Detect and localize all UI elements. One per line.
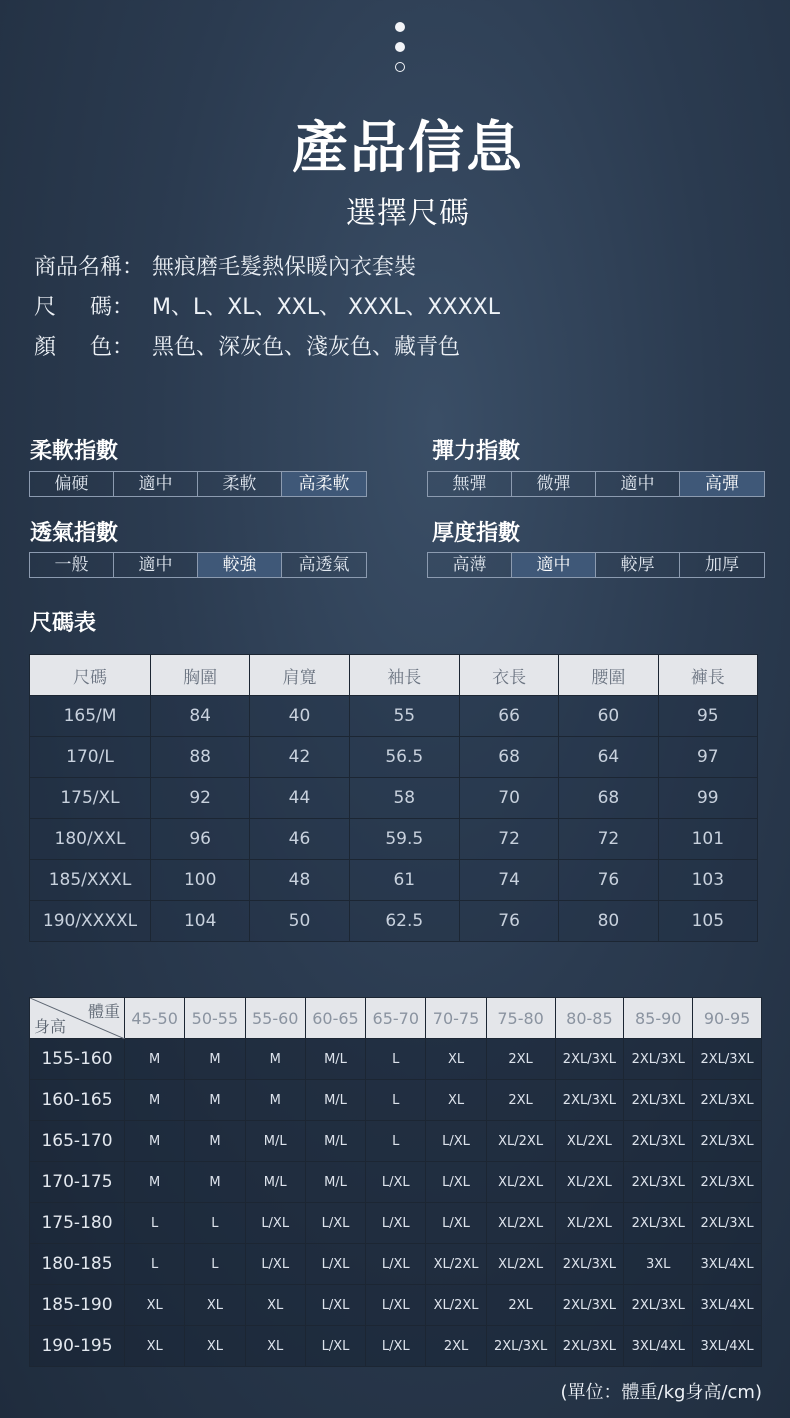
table-row xyxy=(30,696,758,737)
table-cell: 101 xyxy=(658,819,757,860)
size-cell: 2XL/3XL xyxy=(624,1039,693,1080)
column-header: 袖長 xyxy=(349,655,459,696)
index-option: 適中 xyxy=(512,553,596,577)
size-cell: 2XL/3XL xyxy=(693,1080,762,1121)
table-cell: 50 xyxy=(250,901,349,942)
size-cell: L/XL xyxy=(305,1326,365,1367)
size-cell: 2XL xyxy=(486,1039,555,1080)
table-row xyxy=(30,778,758,819)
index-option: 加厚 xyxy=(705,555,739,575)
height-cell: 180-185 xyxy=(30,1244,125,1285)
table-row xyxy=(30,1039,762,1080)
info-row-color xyxy=(34,332,500,372)
size-cell: XL/2XL xyxy=(426,1285,486,1326)
dot-filled xyxy=(395,42,405,52)
size-cell: XL xyxy=(245,1285,305,1326)
table-cell: 103 xyxy=(658,860,757,901)
table-cell: 97 xyxy=(658,737,757,778)
size-cell: XL/2XL xyxy=(555,1203,624,1244)
table-row xyxy=(30,1162,762,1203)
size-cell: XL/2XL xyxy=(555,1121,624,1162)
size-cell: M xyxy=(125,1039,185,1080)
table-cell: 61 xyxy=(349,860,459,901)
index-option: 高柔軟 xyxy=(282,472,366,496)
info-label-part: 色： xyxy=(89,335,134,360)
info-row-name xyxy=(34,252,500,292)
weight-header: 80-85 xyxy=(555,998,624,1039)
table-cell: 170/L xyxy=(30,737,151,778)
size-cell: 2XL xyxy=(486,1080,555,1121)
index-option: 較強 xyxy=(198,553,282,577)
info-row-size xyxy=(34,292,500,332)
index-option: 偏硬 xyxy=(30,472,114,496)
size-cell: L/XL xyxy=(305,1203,365,1244)
size-chart-table xyxy=(29,654,758,942)
height-cell: 165-170 xyxy=(30,1121,125,1162)
info-label-part: 顏 xyxy=(34,335,57,360)
dot-hollow xyxy=(395,62,405,72)
size-cell: M xyxy=(245,1039,305,1080)
height-cell: 190-195 xyxy=(30,1326,125,1367)
info-label xyxy=(34,332,134,372)
table-cell: 95 xyxy=(658,696,757,737)
size-cell: L xyxy=(125,1244,185,1285)
table-cell: 100 xyxy=(151,860,250,901)
info-label-part: 尺 xyxy=(34,295,57,320)
table-cell: 74 xyxy=(459,860,558,901)
size-cell: 2XL/3XL xyxy=(624,1162,693,1203)
height-cell: 170-175 xyxy=(30,1162,125,1203)
size-cell: 3XL/4XL xyxy=(693,1285,762,1326)
softness-index-title: 柔軟指數 xyxy=(30,439,119,464)
size-cell: XL/2XL xyxy=(486,1121,555,1162)
size-cell: 2XL/3XL xyxy=(555,1039,624,1080)
size-cell: L/XL xyxy=(426,1162,486,1203)
size-cell: L/XL xyxy=(245,1244,305,1285)
size-cell: 2XL/3XL xyxy=(555,1244,624,1285)
size-cell: M/L xyxy=(305,1039,365,1080)
size-cell: XL xyxy=(125,1285,185,1326)
size-cell: 2XL/3XL xyxy=(486,1326,555,1367)
table-cell: 62.5 xyxy=(349,901,459,942)
table-cell: 80 xyxy=(559,901,658,942)
size-cell: M xyxy=(185,1162,245,1203)
table-cell: 56.5 xyxy=(349,737,459,778)
info-label: 商品名稱： xyxy=(34,255,145,280)
softness-index-scale xyxy=(29,471,367,497)
size-cell: M xyxy=(245,1080,305,1121)
info-label xyxy=(34,292,134,332)
size-cell: L/XL xyxy=(366,1162,426,1203)
index-option: 適中 xyxy=(596,472,680,496)
size-cell: XL xyxy=(426,1039,486,1080)
size-cell: L/XL xyxy=(366,1203,426,1244)
size-cell: 3XL xyxy=(624,1244,693,1285)
unit-note: (單位：體重/kg身高/cm) xyxy=(560,1382,762,1403)
thickness-index-scale xyxy=(427,552,765,578)
table-cell: 76 xyxy=(559,860,658,901)
size-cell: 2XL/3XL xyxy=(555,1326,624,1367)
size-cell: XL xyxy=(426,1080,486,1121)
size-cell: 2XL/3XL xyxy=(693,1203,762,1244)
size-cell: XL xyxy=(125,1326,185,1367)
table-cell: 175/XL xyxy=(30,778,151,819)
size-cell: L/XL xyxy=(245,1203,305,1244)
corner-cell xyxy=(30,998,125,1039)
breathability-index-title: 透氣指數 xyxy=(30,521,119,546)
table-cell: 76 xyxy=(459,901,558,942)
column-header: 肩寬 xyxy=(250,655,349,696)
height-cell: 185-190 xyxy=(30,1285,125,1326)
size-recommendation-table xyxy=(29,997,762,1367)
weight-header: 75-80 xyxy=(486,998,555,1039)
size-cell: XL xyxy=(185,1326,245,1367)
pagination-dots xyxy=(393,22,407,82)
corner-height-label: 身高 xyxy=(34,1017,67,1036)
column-header: 胸圍 xyxy=(151,655,250,696)
table-cell: 48 xyxy=(250,860,349,901)
table-row xyxy=(30,1285,762,1326)
table-cell: 165/M xyxy=(30,696,151,737)
weight-header: 85-90 xyxy=(624,998,693,1039)
index-option: 高彈 xyxy=(680,472,764,496)
height-cell: 175-180 xyxy=(30,1203,125,1244)
table-cell: 68 xyxy=(559,778,658,819)
index-option: 適中 xyxy=(114,553,198,577)
size-cell: M/L xyxy=(305,1162,365,1203)
height-cell: 160-165 xyxy=(30,1080,125,1121)
size-cell: 2XL xyxy=(426,1326,486,1367)
weight-header: 60-65 xyxy=(305,998,365,1039)
size-cell: XL xyxy=(185,1285,245,1326)
weight-header: 90-95 xyxy=(693,998,762,1039)
size-cell: L/XL xyxy=(366,1244,426,1285)
table-row xyxy=(30,1121,762,1162)
table-cell: 64 xyxy=(559,737,658,778)
size-cell: 2XL/3XL xyxy=(624,1203,693,1244)
size-cell: 2XL/3XL xyxy=(624,1121,693,1162)
index-option: 一般 xyxy=(30,553,114,577)
elasticity-index-scale xyxy=(427,471,765,497)
size-cell: M xyxy=(125,1162,185,1203)
column-header: 尺碼 xyxy=(30,655,151,696)
index-option: 柔軟 xyxy=(198,472,282,496)
table-cell: 180/XXL xyxy=(30,819,151,860)
table-row xyxy=(30,819,758,860)
product-info xyxy=(34,252,500,372)
table-header-row xyxy=(30,655,758,696)
table-cell: 105 xyxy=(658,901,757,942)
size-cell: 3XL/4XL xyxy=(624,1326,693,1367)
size-cell: XL/2XL xyxy=(486,1244,555,1285)
table-cell: 185/XXXL xyxy=(30,860,151,901)
size-cell: M xyxy=(185,1121,245,1162)
size-cell: M/L xyxy=(305,1121,365,1162)
info-value: 黑色、深灰色、淺灰色、藏青色 xyxy=(152,335,461,360)
size-cell: XL xyxy=(245,1326,305,1367)
size-cell: 2XL/3XL xyxy=(555,1080,624,1121)
column-header: 衣長 xyxy=(459,655,558,696)
size-cell: M xyxy=(185,1080,245,1121)
size-cell: L/XL xyxy=(426,1121,486,1162)
table-cell: 70 xyxy=(459,778,558,819)
weight-header: 45-50 xyxy=(125,998,185,1039)
weight-header: 65-70 xyxy=(366,998,426,1039)
table-row xyxy=(30,1326,762,1367)
size-cell: 2XL/3XL xyxy=(693,1121,762,1162)
size-cell: L xyxy=(125,1203,185,1244)
table-cell: 59.5 xyxy=(349,819,459,860)
size-cell: L xyxy=(366,1080,426,1121)
size-cell: 2XL xyxy=(486,1285,555,1326)
size-cell: 2XL/3XL xyxy=(693,1162,762,1203)
size-cell: M xyxy=(185,1039,245,1080)
size-cell: L xyxy=(366,1121,426,1162)
size-cell: M/L xyxy=(245,1162,305,1203)
size-cell: M/L xyxy=(305,1080,365,1121)
height-cell: 155-160 xyxy=(30,1039,125,1080)
size-cell: XL/2XL xyxy=(486,1203,555,1244)
table-cell: 58 xyxy=(349,778,459,819)
index-option: 高透氣 xyxy=(298,555,350,575)
table-cell: 104 xyxy=(151,901,250,942)
index-option: 較厚 xyxy=(596,553,680,577)
dot-filled xyxy=(395,22,405,32)
weight-header: 50-55 xyxy=(185,998,245,1039)
index-option: 無彈 xyxy=(428,472,512,496)
size-cell: L xyxy=(185,1244,245,1285)
table-cell: 84 xyxy=(151,696,250,737)
table-cell: 72 xyxy=(559,819,658,860)
size-cell: 3XL/4XL xyxy=(693,1326,762,1367)
table-cell: 42 xyxy=(250,737,349,778)
thickness-index-title: 厚度指數 xyxy=(432,521,521,546)
table-cell: 66 xyxy=(459,696,558,737)
table-cell: 46 xyxy=(250,819,349,860)
size-cell: XL/2XL xyxy=(426,1244,486,1285)
size-cell: 2XL/3XL xyxy=(624,1080,693,1121)
size-cell: M xyxy=(125,1121,185,1162)
table-cell: 68 xyxy=(459,737,558,778)
table-cell: 72 xyxy=(459,819,558,860)
table-cell: 96 xyxy=(151,819,250,860)
index-option: 高薄 xyxy=(428,553,512,577)
weight-header: 70-75 xyxy=(426,998,486,1039)
table-cell: 55 xyxy=(349,696,459,737)
size-cell: L/XL xyxy=(305,1244,365,1285)
size-cell: XL/2XL xyxy=(555,1162,624,1203)
info-value: M、L、XL、XXL、 XXXL、XXXXL xyxy=(152,295,500,320)
column-header: 褲長 xyxy=(658,655,757,696)
page-title: 產品信息 xyxy=(292,116,524,181)
table-row xyxy=(30,737,758,778)
table-cell: 99 xyxy=(658,778,757,819)
size-cell: 3XL/4XL xyxy=(693,1244,762,1285)
size-cell: L/XL xyxy=(305,1285,365,1326)
size-cell: L xyxy=(366,1039,426,1080)
size-cell: 2XL/3XL xyxy=(624,1285,693,1326)
table-cell: 88 xyxy=(151,737,250,778)
corner-weight-label: 體重 xyxy=(87,1002,120,1021)
column-header: 腰圍 xyxy=(559,655,658,696)
size-cell: L/XL xyxy=(426,1203,486,1244)
size-cell: L/XL xyxy=(366,1285,426,1326)
table-row xyxy=(30,901,758,942)
weight-header: 55-60 xyxy=(245,998,305,1039)
table-row xyxy=(30,1244,762,1285)
breathability-index-scale xyxy=(29,552,367,578)
table-row xyxy=(30,1080,762,1121)
table-cell: 44 xyxy=(250,778,349,819)
index-option: 微彈 xyxy=(512,472,596,496)
size-cell: L/XL xyxy=(366,1326,426,1367)
size-cell: M xyxy=(125,1080,185,1121)
table-row xyxy=(30,1203,762,1244)
info-value: 無痕磨毛髮熱保暖內衣套裝 xyxy=(152,255,417,280)
size-cell: 2XL/3XL xyxy=(693,1039,762,1080)
size-cell: M/L xyxy=(245,1121,305,1162)
table-cell: 40 xyxy=(250,696,349,737)
size-cell: XL/2XL xyxy=(486,1162,555,1203)
table-header-row xyxy=(30,998,762,1039)
size-cell: 2XL/3XL xyxy=(555,1285,624,1326)
elasticity-index-title: 彈力指數 xyxy=(432,439,521,464)
table-row xyxy=(30,860,758,901)
size-cell: L xyxy=(185,1203,245,1244)
table-cell: 190/XXXXL xyxy=(30,901,151,942)
table-cell: 92 xyxy=(151,778,250,819)
info-label-part: 碼： xyxy=(89,295,134,320)
table-cell: 60 xyxy=(559,696,658,737)
size-chart-title: 尺碼表 xyxy=(30,611,97,636)
index-option: 適中 xyxy=(114,472,198,496)
page-subtitle: 選擇尺碼 xyxy=(346,196,470,231)
